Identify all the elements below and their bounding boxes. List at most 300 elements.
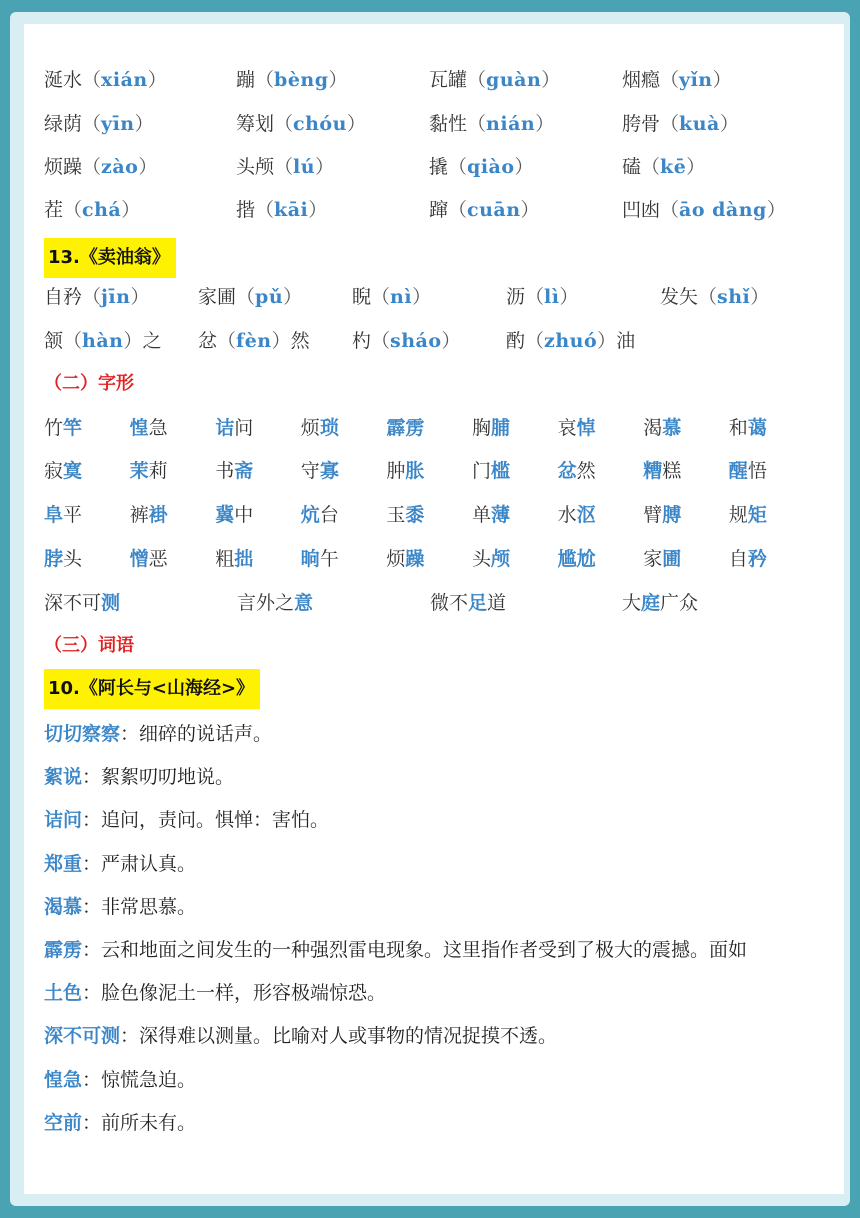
paren-open: （: [525, 330, 545, 352]
definition-text: ：细碎的说话声。: [120, 723, 273, 745]
pinyin-word: 筹划: [236, 113, 275, 135]
pinyin-reading: xián: [101, 69, 148, 91]
definition-item: [44, 803, 329, 837]
pinyin-entry: [236, 151, 334, 183]
definition-term: 郑重: [44, 852, 83, 875]
char-word: [472, 543, 510, 575]
paren-close: ）: [535, 113, 555, 135]
char-word: [729, 412, 767, 444]
paren-open: （: [274, 156, 294, 178]
paren-open: （: [255, 69, 275, 91]
pinyin-word: 茬: [44, 199, 64, 221]
paren-open: （: [63, 199, 83, 221]
pinyin-entry: [352, 281, 431, 313]
pinyin-suffix: 之: [142, 330, 162, 352]
highlight-char: 脯: [491, 417, 511, 439]
char-word: [386, 455, 424, 487]
definition-text: ：追问，责问。惧惮：害怕。: [82, 809, 330, 832]
paren-close: ）: [328, 69, 348, 91]
definition-term: 惶急: [44, 1068, 83, 1091]
plain-char: 哀: [557, 417, 577, 439]
plain-char: 胸: [472, 417, 492, 439]
paren-close: ）: [138, 156, 158, 178]
paren-open: （: [82, 69, 102, 91]
char-word: [430, 587, 506, 619]
pinyin-entry: [352, 325, 461, 357]
paren-close: ）: [123, 330, 143, 352]
char-word: [44, 587, 120, 619]
char-word: [386, 543, 424, 575]
definition-item: [44, 1106, 196, 1140]
plain-char: 然: [576, 460, 596, 482]
definition-term: 霹雳: [44, 939, 83, 961]
pinyin-reading: kuà: [679, 113, 720, 135]
paren-close: ）: [719, 113, 739, 135]
definition-term: 切切察察: [44, 723, 121, 745]
plain-char: 裤: [129, 504, 149, 526]
pinyin-word: 烟瘾: [622, 69, 661, 91]
char-word: [215, 412, 253, 444]
paren-close: ）: [412, 286, 432, 308]
section-13-title: 13.《卖油翁》: [44, 238, 176, 278]
highlight-char: 圃: [662, 548, 682, 570]
char-word: [301, 412, 339, 444]
pinyin-word: 杓: [352, 330, 372, 352]
paren-open: （: [82, 113, 102, 135]
definition-item: [44, 847, 196, 881]
pinyin-reading: kē: [660, 156, 687, 178]
definition-item: [44, 1063, 196, 1097]
paren-open: （: [82, 286, 102, 308]
pinyin-reading: qiào: [467, 156, 515, 178]
char-word: [729, 499, 767, 531]
paren-open: （: [660, 199, 680, 221]
highlight-char: 测: [101, 592, 121, 614]
char-word: [386, 412, 424, 444]
pinyin-reading: āo dàng: [679, 199, 767, 221]
plain-char: 外: [256, 592, 276, 614]
pinyin-row: [24, 64, 844, 96]
paren-close: ）: [541, 69, 561, 91]
plain-char: 之: [275, 592, 295, 614]
pinyin-reading: fèn: [236, 330, 272, 352]
paren-close: ）: [147, 69, 167, 91]
char-row: [24, 543, 844, 575]
paren-close: ）: [283, 286, 303, 308]
pinyin-reading: nián: [486, 113, 536, 135]
paren-close: ）: [121, 199, 141, 221]
plain-char: 头: [63, 548, 83, 570]
definition-text: ：絮絮叨叨地说。: [82, 766, 235, 789]
pinyin-entry: [236, 64, 348, 96]
paren-close: ）: [559, 286, 579, 308]
document-page: [24, 24, 844, 1194]
plain-char: 书: [215, 460, 235, 482]
pinyin-entry: [506, 281, 578, 313]
plain-char: 自: [728, 548, 748, 570]
paren-close: ）: [514, 156, 534, 178]
pinyin-word: 自矜: [44, 286, 83, 308]
pinyin-word: 忿: [198, 330, 218, 352]
char-word: [386, 499, 424, 531]
definition-item: [44, 976, 386, 1010]
highlight-char: 拙: [234, 548, 254, 570]
highlight-char: 黍: [405, 504, 425, 526]
plain-char: 臂: [643, 504, 663, 526]
char-word: [130, 455, 168, 487]
highlight-char: 寞: [63, 460, 83, 482]
plain-char: 玉: [386, 504, 406, 526]
plain-char: 粗: [215, 548, 235, 570]
plain-char: 竹: [44, 417, 64, 439]
plain-char: 午: [319, 548, 339, 570]
paren-close: ）: [597, 330, 617, 352]
highlight-char: 薄: [491, 504, 511, 526]
pinyin-entry: [198, 281, 302, 313]
plain-char: 道: [487, 592, 507, 614]
definition-item: [44, 717, 272, 751]
pinyin-word: 头颅: [236, 156, 275, 178]
char-word: [130, 412, 168, 444]
char-word: [558, 543, 596, 575]
highlight-char: 褂: [148, 504, 168, 526]
plain-char: 头: [472, 548, 492, 570]
paren-open: （: [525, 286, 545, 308]
plain-char: 众: [679, 592, 699, 614]
paren-close: ）: [308, 199, 328, 221]
pinyin-reading: chóu: [293, 113, 347, 135]
highlight-char: 竿: [63, 417, 83, 439]
pinyin-entry: [236, 194, 327, 226]
paren-close: ）: [315, 156, 335, 178]
highlight-char: 琐: [319, 417, 339, 439]
pinyin-reading: zhuó: [544, 330, 598, 352]
pinyin-entry: [44, 108, 154, 140]
paren-close: ）: [346, 113, 366, 135]
pinyin-word: 胯骨: [622, 113, 661, 135]
char-row: [24, 412, 844, 444]
plain-char: 水: [557, 504, 577, 526]
plain-char: 糕: [662, 460, 682, 482]
char-word: [301, 543, 339, 575]
pinyin-word: 绿荫: [44, 113, 83, 135]
pinyin-entry: [622, 108, 739, 140]
definition-term: 空前: [44, 1111, 83, 1134]
highlight-char: 意: [294, 592, 314, 614]
paren-open: （: [698, 286, 718, 308]
plain-char: 寂: [44, 460, 64, 482]
paren-close: ）: [686, 156, 706, 178]
paren-open: （: [63, 330, 83, 352]
definition-item: [44, 933, 747, 967]
pinyin-word: 沥: [506, 286, 526, 308]
paren-close: ）: [520, 199, 540, 221]
paren-open: （: [467, 113, 487, 135]
highlight-char: 阜: [44, 504, 64, 526]
pinyin-word: 磕: [622, 156, 642, 178]
pinyin-reading: nì: [390, 286, 413, 308]
pinyin-row: [24, 151, 844, 183]
plain-char: 不: [449, 592, 469, 614]
definition-text: ：云和地面之间发生的一种强烈雷电现象。这里指作者受到了极大的震撼。面如: [82, 939, 748, 961]
char-word: [215, 543, 253, 575]
pinyin-entry: [622, 64, 732, 96]
plain-char: 烦: [386, 548, 406, 570]
pinyin-word: 凹凼: [622, 199, 661, 221]
pinyin-entry: [429, 151, 534, 183]
highlight-char: 颅: [491, 548, 511, 570]
pinyin-entry: [429, 64, 560, 96]
definition-term: 深不可测: [44, 1025, 121, 1048]
definition-item: [44, 760, 234, 794]
definition-term: 诘问: [44, 809, 83, 832]
paren-open: （: [448, 156, 468, 178]
plain-char: 微: [430, 592, 450, 614]
pinyin-word: 撬: [429, 156, 449, 178]
pinyin-word: 揩: [236, 199, 256, 221]
paren-open: （: [448, 199, 468, 221]
char-row: [24, 587, 844, 619]
highlight-char: 矜: [747, 548, 767, 570]
char-word: [472, 412, 510, 444]
paren-close: ）: [750, 286, 770, 308]
char-row: [24, 455, 844, 487]
highlight-char: 足: [468, 592, 488, 614]
char-word: [558, 455, 596, 487]
highlight-char: 晌: [300, 548, 320, 570]
pinyin-reading: shǐ: [717, 286, 751, 308]
pinyin-word: 蹿: [429, 199, 449, 221]
plain-char: 烦: [300, 417, 320, 439]
char-word: [44, 412, 82, 444]
definition-text: ：严肃认真。: [82, 852, 197, 875]
plain-char: 问: [234, 417, 254, 439]
paren-open: （: [660, 69, 680, 91]
pinyin-word: 蹦: [236, 69, 256, 91]
paren-close: ）: [712, 69, 732, 91]
pinyin-row: [24, 194, 844, 226]
highlight-char: 醒: [728, 460, 748, 482]
highlight-char: 槛: [491, 460, 511, 482]
paren-open: （: [641, 156, 661, 178]
pinyin-entry: [622, 151, 705, 183]
paren-open: （: [371, 330, 391, 352]
highlight-char: 脖: [44, 548, 64, 570]
highlight-char: 炕: [300, 504, 320, 526]
plain-char: 大: [622, 592, 642, 614]
paren-close: ）: [271, 330, 291, 352]
pinyin-row: [24, 281, 844, 313]
definition-item: [44, 1019, 557, 1053]
highlight-char: 霹: [386, 417, 406, 439]
highlight-char: 沤: [576, 504, 596, 526]
plain-char: 单: [472, 504, 492, 526]
char-word: [558, 499, 596, 531]
char-word: [558, 412, 596, 444]
char-word: [622, 587, 698, 619]
pinyin-entry: [198, 325, 310, 357]
char-word: [729, 543, 767, 575]
section-3-title: （三）词语: [44, 635, 134, 656]
paren-close: ）: [441, 330, 461, 352]
pinyin-entry: [429, 194, 540, 226]
plain-char: 广: [660, 592, 680, 614]
pinyin-suffix: 然: [290, 330, 310, 352]
plain-char: 渴: [643, 417, 663, 439]
plain-char: 莉: [148, 460, 168, 482]
paren-open: （: [236, 286, 256, 308]
paren-open: （: [660, 113, 680, 135]
char-word: [472, 499, 510, 531]
pinyin-entry: [44, 325, 162, 357]
pinyin-reading: lì: [544, 286, 560, 308]
plain-char: 悟: [747, 460, 767, 482]
plain-char: 中: [234, 504, 254, 526]
plain-char: 不: [63, 592, 83, 614]
highlight-char: 尴: [557, 548, 577, 570]
definition-term: 絮说: [44, 766, 83, 789]
paren-open: （: [82, 156, 102, 178]
char-word: [472, 455, 510, 487]
highlight-char: 慕: [662, 417, 682, 439]
highlight-char: 胀: [405, 460, 425, 482]
pinyin-reading: chá: [82, 199, 122, 221]
pinyin-entry: [44, 194, 140, 226]
paren-close: ）: [766, 199, 786, 221]
plain-char: 台: [319, 504, 339, 526]
highlight-char: 斋: [234, 460, 254, 482]
pinyin-entry: [622, 194, 786, 226]
pinyin-entry: [44, 151, 157, 183]
pinyin-reading: jīn: [101, 286, 131, 308]
section-10-title: 10.《阿长与<山海经>》: [44, 669, 260, 709]
highlight-char: 雳: [405, 417, 425, 439]
paren-close: ）: [134, 113, 154, 135]
pinyin-reading: lú: [293, 156, 316, 178]
definition-text: ：非常思慕。: [82, 895, 197, 918]
char-word: [44, 499, 82, 531]
definition-text: ：深得难以测量。比喻对人或事物的情况捉摸不透。: [120, 1025, 558, 1048]
paren-open: （: [255, 199, 275, 221]
pinyin-row: [24, 325, 844, 357]
paren-close: ）: [130, 286, 150, 308]
plain-char: 深: [44, 592, 64, 614]
pinyin-word: 睨: [352, 286, 372, 308]
highlight-char: 惶: [129, 417, 149, 439]
plain-char: 肿: [386, 460, 406, 482]
char-word: [643, 412, 681, 444]
pinyin-word: 烦躁: [44, 156, 83, 178]
char-word: [729, 455, 767, 487]
char-word: [130, 543, 168, 575]
pinyin-word: 酌: [506, 330, 526, 352]
pinyin-word: 发矢: [660, 286, 699, 308]
definition-text: ：脸色像泥土一样，形容极端惊恐。: [82, 982, 387, 1005]
pinyin-row: [24, 108, 844, 140]
plain-char: 恶: [148, 548, 168, 570]
pinyin-entry: [506, 325, 635, 357]
plain-char: 守: [300, 460, 320, 482]
char-word: [643, 499, 681, 531]
pinyin-word: 瓦罐: [429, 69, 468, 91]
pinyin-entry: [44, 64, 167, 96]
char-word: [237, 587, 313, 619]
pinyin-reading: zào: [101, 156, 139, 178]
highlight-char: 冀: [215, 504, 235, 526]
plain-char: 急: [148, 417, 168, 439]
highlight-char: 诘: [215, 417, 235, 439]
highlight-char: 忿: [557, 460, 577, 482]
pinyin-entry: [44, 281, 149, 313]
highlight-char: 尬: [576, 548, 596, 570]
paren-open: （: [467, 69, 487, 91]
pinyin-suffix: 油: [616, 330, 636, 352]
highlight-char: 蔼: [747, 417, 767, 439]
plain-char: 可: [82, 592, 102, 614]
pinyin-word: 颔: [44, 330, 64, 352]
highlight-char: 膊: [662, 504, 682, 526]
plain-char: 规: [728, 504, 748, 526]
char-row: [24, 499, 844, 531]
pinyin-reading: hàn: [82, 330, 124, 352]
pinyin-word: 黏性: [429, 113, 468, 135]
pinyin-entry: [236, 108, 366, 140]
definition-term: 渴慕: [44, 895, 83, 918]
highlight-char: 糟: [643, 460, 663, 482]
definition-text: ：惊慌急迫。: [82, 1068, 197, 1091]
pinyin-reading: cuān: [467, 199, 521, 221]
pinyin-reading: kāi: [274, 199, 309, 221]
highlight-char: 矩: [747, 504, 767, 526]
char-word: [130, 499, 168, 531]
pinyin-reading: sháo: [390, 330, 442, 352]
plain-char: 家: [643, 548, 663, 570]
pinyin-reading: bèng: [274, 69, 329, 91]
paren-open: （: [217, 330, 237, 352]
plain-char: 和: [728, 417, 748, 439]
highlight-char: 憎: [129, 548, 149, 570]
char-word: [301, 499, 339, 531]
definition-item: [44, 890, 196, 924]
pinyin-word: 家圃: [198, 286, 237, 308]
char-word: [44, 543, 82, 575]
definition-term: 土色: [44, 982, 83, 1005]
highlight-char: 庭: [641, 592, 661, 614]
plain-char: 言: [237, 592, 257, 614]
highlight-char: 悼: [576, 417, 596, 439]
pinyin-word: 涎水: [44, 69, 83, 91]
pinyin-reading: guàn: [486, 69, 542, 91]
plain-char: 门: [472, 460, 492, 482]
pinyin-reading: yǐn: [679, 69, 713, 91]
pinyin-reading: yīn: [101, 113, 135, 135]
highlight-char: 茉: [129, 460, 149, 482]
pinyin-entry: [429, 108, 554, 140]
pinyin-entry: [660, 281, 769, 313]
definition-text: ：前所未有。: [82, 1111, 197, 1134]
section-2-title: （二）字形: [44, 373, 134, 394]
char-word: [215, 499, 253, 531]
pinyin-reading: pǔ: [255, 286, 284, 308]
char-word: [643, 543, 681, 575]
char-word: [44, 455, 82, 487]
paren-open: （: [371, 286, 391, 308]
highlight-char: 寡: [319, 460, 339, 482]
char-word: [643, 455, 681, 487]
paren-open: （: [274, 113, 294, 135]
char-word: [301, 455, 339, 487]
plain-char: 平: [63, 504, 83, 526]
